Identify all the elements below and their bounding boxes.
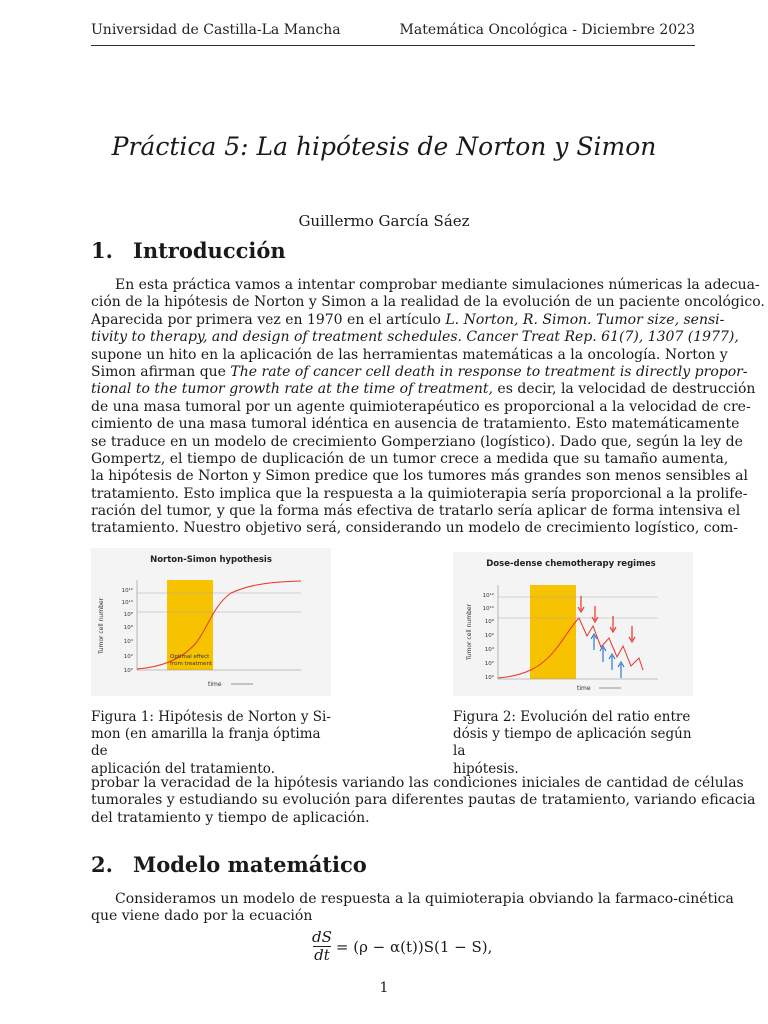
text-line: tivity to therapy, and design of treatment schedules. Cancer Treat Rep. 61(7), 1307 (1977), [91, 329, 739, 346]
figure-2-caption [453, 709, 703, 778]
equation [312, 929, 492, 964]
figure-2 [453, 552, 693, 696]
regrowth-arrow-up [600, 646, 606, 662]
text-line: se traduce en un modelo de crecimiento Gomperziano (logístico). Dado que, según la ley de [91, 433, 743, 450]
y-tick: 10⁸ [484, 619, 494, 625]
caption-line: Figura 2: Evolución del ratio entre [453, 709, 691, 725]
section-title: Introducción [133, 238, 286, 263]
figure-2-plot [453, 552, 693, 696]
regrowth-arrow-up [591, 634, 597, 650]
y-tick: 10⁴ [123, 639, 133, 645]
author-name: Guillermo García Sáez [298, 212, 470, 230]
dose-arrow-down [578, 596, 584, 612]
y-tick: 10⁰ [484, 675, 494, 681]
section-1-heading [91, 238, 286, 263]
regrowth-arrow-up [618, 662, 624, 678]
y-axis-label: Tumor cell number [98, 597, 105, 655]
figure-title: Dose-dense chemotherapy regimes [486, 559, 656, 569]
text-line: probar la veracidad de la hipótesis variando las condiciones iniciales de cantidad de células [91, 775, 744, 791]
header-rule [91, 45, 695, 46]
section-2-heading [91, 852, 367, 877]
text-line: tumorales y estudiando su evolución para diferentes pautas de tratamiento, variando eficacia [91, 792, 756, 809]
caption-line: hipótesis. [453, 760, 519, 777]
figure-title: Norton-Simon hypothesis [150, 555, 272, 565]
text-line: ción de la hipótesis de Norton y Simon a la realidad de la evolución de un paciente oncológico. [91, 294, 765, 311]
y-tick: 10⁸ [123, 612, 133, 618]
text-line: Simon afirman que The rate of cancer cell death in response to treatment is directly propor- [91, 363, 748, 380]
text-line: Aparecida por primera vez en 1970 en el artículo L. Norton, R. Simon. Tumor size, sensi- [91, 311, 725, 328]
section-1-continuation [91, 775, 756, 827]
text-line: tratamiento. Nuestro objetivo será, considerando un modelo de crecimiento logístico, com- [91, 520, 739, 537]
up-arrows [591, 634, 624, 678]
derivative-fraction [312, 929, 332, 964]
section-1-body [91, 277, 765, 538]
caption-line: dósis y tiempo de aplicación según la [453, 726, 692, 760]
x-axis-label: time [577, 685, 591, 692]
text-line: cimiento de una masa tumoral idéntica en ausencia de tratamiento. Esto matemáticamente [91, 416, 740, 433]
dose-arrow-down [610, 616, 616, 632]
y-tick: 10² [123, 654, 133, 660]
caption-line: mon (en amarilla la franja óptima de [91, 726, 321, 760]
y-tick: 10¹² [121, 588, 133, 594]
text-line: del tratamiento y tiempo de aplicación. [91, 809, 370, 826]
text-line: Consideramos un modelo de respuesta a la quimioterapia obviando la farmaco-cinética [115, 891, 734, 907]
equation-rhs: = (ρ − α(t))S(1 − S), [335, 937, 493, 956]
growth-curve [137, 581, 301, 669]
dose-arrow-down [592, 606, 598, 622]
band-label: from treatment [170, 661, 213, 667]
y-ticks [483, 592, 495, 681]
fraction-numerator: dS [312, 928, 332, 946]
text-line: tional to the tumor growth rate at the time of treatment, es decir, la velocidad de destrucción [91, 381, 756, 398]
text-line: tratamiento. Esto implica que la respuesta a la quimioterapia sería proporcional a la prolife- [91, 485, 748, 502]
header-left: Universidad de Castilla-La Mancha [91, 22, 341, 38]
text-line: ración del tumor, y que la forma más efectiva de tratarlo sería aplicar de forma intensiva el [91, 503, 741, 520]
header-right: Matemática Oncológica - Diciembre 2023 [399, 22, 695, 38]
section-number: 2. [91, 852, 113, 877]
y-axis-label: Tumor cell number [466, 603, 473, 661]
text-line: la hipótesis de Norton y Simon predice que los tumores más grandes son menos sensibles al [91, 468, 748, 485]
y-tick: 10¹⁰ [121, 600, 133, 606]
y-tick: 10⁰ [123, 668, 133, 674]
text-line: Gompertz, el tiempo de duplicación de un tumor crece a medida que su tamaño aumenta, [91, 450, 729, 467]
text-line: que viene dado por la ecuación [91, 908, 313, 925]
y-tick: 10¹⁰ [482, 606, 494, 612]
section-title: Modelo matemático [133, 852, 367, 877]
figure-1-plot [91, 548, 331, 696]
y-tick: 10² [484, 661, 494, 667]
dose-arrow-down [629, 626, 635, 642]
y-ticks [122, 587, 134, 674]
figure-1-caption [91, 709, 341, 778]
caption-line: Figura 1: Hipótesis de Norton y Si- [91, 709, 331, 725]
text-line: de una masa tumoral por un agente quimioterapéutico es proporcional a la velocidad de cre- [91, 398, 751, 415]
y-tick: 10¹² [482, 593, 494, 599]
x-axis-label: time [208, 681, 222, 688]
treatment-band [530, 585, 576, 679]
section-2-body [91, 891, 734, 926]
section-number: 1. [91, 238, 113, 263]
y-tick: 10⁶ [123, 625, 133, 631]
text-line: supone un hito en la aplicación de las herramientas matemáticas a la oncología. Norton y [91, 346, 728, 363]
y-tick: 10⁶ [484, 633, 494, 639]
text-line: En esta práctica vamos a intentar comprobar mediante simulaciones númericas la adecua- [115, 277, 760, 293]
regrowth-arrow-up [609, 654, 615, 670]
paper-title: Práctica 5: La hipótesis de Norton y Simon [111, 132, 657, 161]
page-number: 1 [379, 980, 389, 996]
figure-1 [91, 548, 331, 696]
caption-line: aplicación del tratamiento. [91, 760, 275, 777]
band-label: Optimal effect [170, 654, 210, 660]
y-tick: 10⁴ [484, 647, 494, 653]
fraction-denominator: dt [314, 946, 330, 964]
